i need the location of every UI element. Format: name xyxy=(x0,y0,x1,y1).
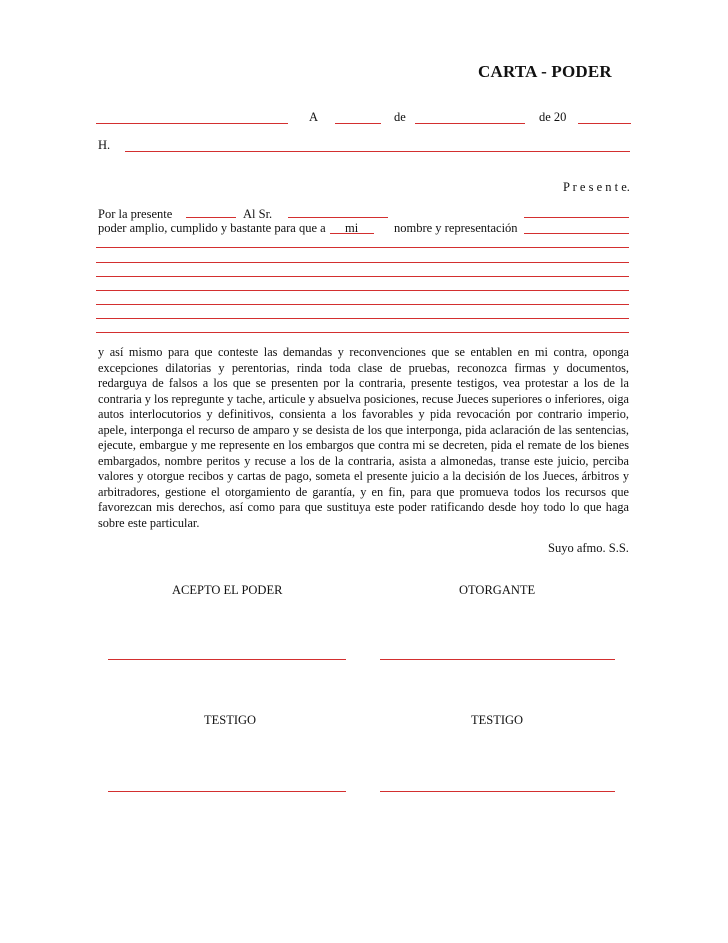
otorgante-signature-line xyxy=(380,659,615,660)
name-blank-line-b xyxy=(524,217,629,218)
closing-text: Suyo afmo. S.S. xyxy=(548,541,629,555)
addressee-blank-line xyxy=(125,151,630,152)
powers-paragraph: y así mismo para que conteste las demandas y reconvenciones que se entablen en mi contra, oponga excepciones dilatorias y perentorias, rinda toda clase de pruebas, reconozca firmas y documentos, redarguya de falsos a los que se presenten por la contraria, presente testigos, vea protestar a los de la contraria y los repregunte y tache, articule y absuelva posiciones, recuse Jueces superiores o inferiores, oiga autos interlocutorios y definitivos, consienta a los favorables y pida revocación por contrario imperio, apele, interponga el recurso de amparo y se desista de los que interponga, pida aclaración de las sentencias, ejecute, embargue y me represente en los embargos que contra mi se decreten, pida el remate de los bienes embargados, nombre peritos y recuse a los de la contraria, asista a almonedas, transe este juicio, perciba valores y otorgue recibos y cartas de pago, someta el presente juicio a la decisión de los Jueces, árbitros y arbitradores, gestione el otorgamiento de garantía, y en fin, para que promueva todos los recursos que favorezcan mis derechos, así como para que sustituya este poder ratificando desde hoy todo lo que haga sobre este particular. xyxy=(98,345,629,530)
nombre-representacion-text: nombre y representación xyxy=(394,221,518,235)
ruled-line xyxy=(96,304,629,305)
otorgante-label: OTORGANTE xyxy=(459,583,536,597)
poder-amplio-text: poder amplio, cumplido y bastante para que a xyxy=(98,221,326,235)
ruled-line xyxy=(96,332,629,333)
otorgo-blank-line xyxy=(186,217,236,218)
acepto-signature-line xyxy=(108,659,346,660)
ruled-line xyxy=(96,276,629,277)
name-blank-line-a xyxy=(288,217,388,218)
ruled-line xyxy=(96,247,629,248)
por-la-presente-text: Por la presente xyxy=(98,207,173,221)
document-title: CARTA - PODER xyxy=(478,62,612,81)
mi-text: mi xyxy=(345,221,359,235)
a-label: A xyxy=(309,110,319,124)
presente-text: P r e s e n t e. xyxy=(563,180,630,194)
acepto-poder-label: ACEPTO EL PODER xyxy=(172,583,283,597)
testigo-right-signature-line xyxy=(380,791,615,792)
year-blank-line xyxy=(578,123,631,124)
ruled-line xyxy=(96,290,629,291)
testigo-left-label: TESTIGO xyxy=(204,713,257,727)
day-blank-line xyxy=(335,123,381,124)
al-sr-text: Al Sr. xyxy=(243,207,273,221)
month-blank-line xyxy=(415,123,525,124)
testigo-right-label: TESTIGO xyxy=(471,713,524,727)
testigo-left-signature-line xyxy=(108,791,346,792)
addressee-label: H. xyxy=(98,138,111,152)
place-blank-line xyxy=(96,123,288,124)
de-label: de xyxy=(394,110,406,124)
year-label: de 20 xyxy=(539,110,567,124)
ruled-line xyxy=(96,262,629,263)
ruled-line xyxy=(96,318,629,319)
representacion-blank-line xyxy=(524,233,629,234)
